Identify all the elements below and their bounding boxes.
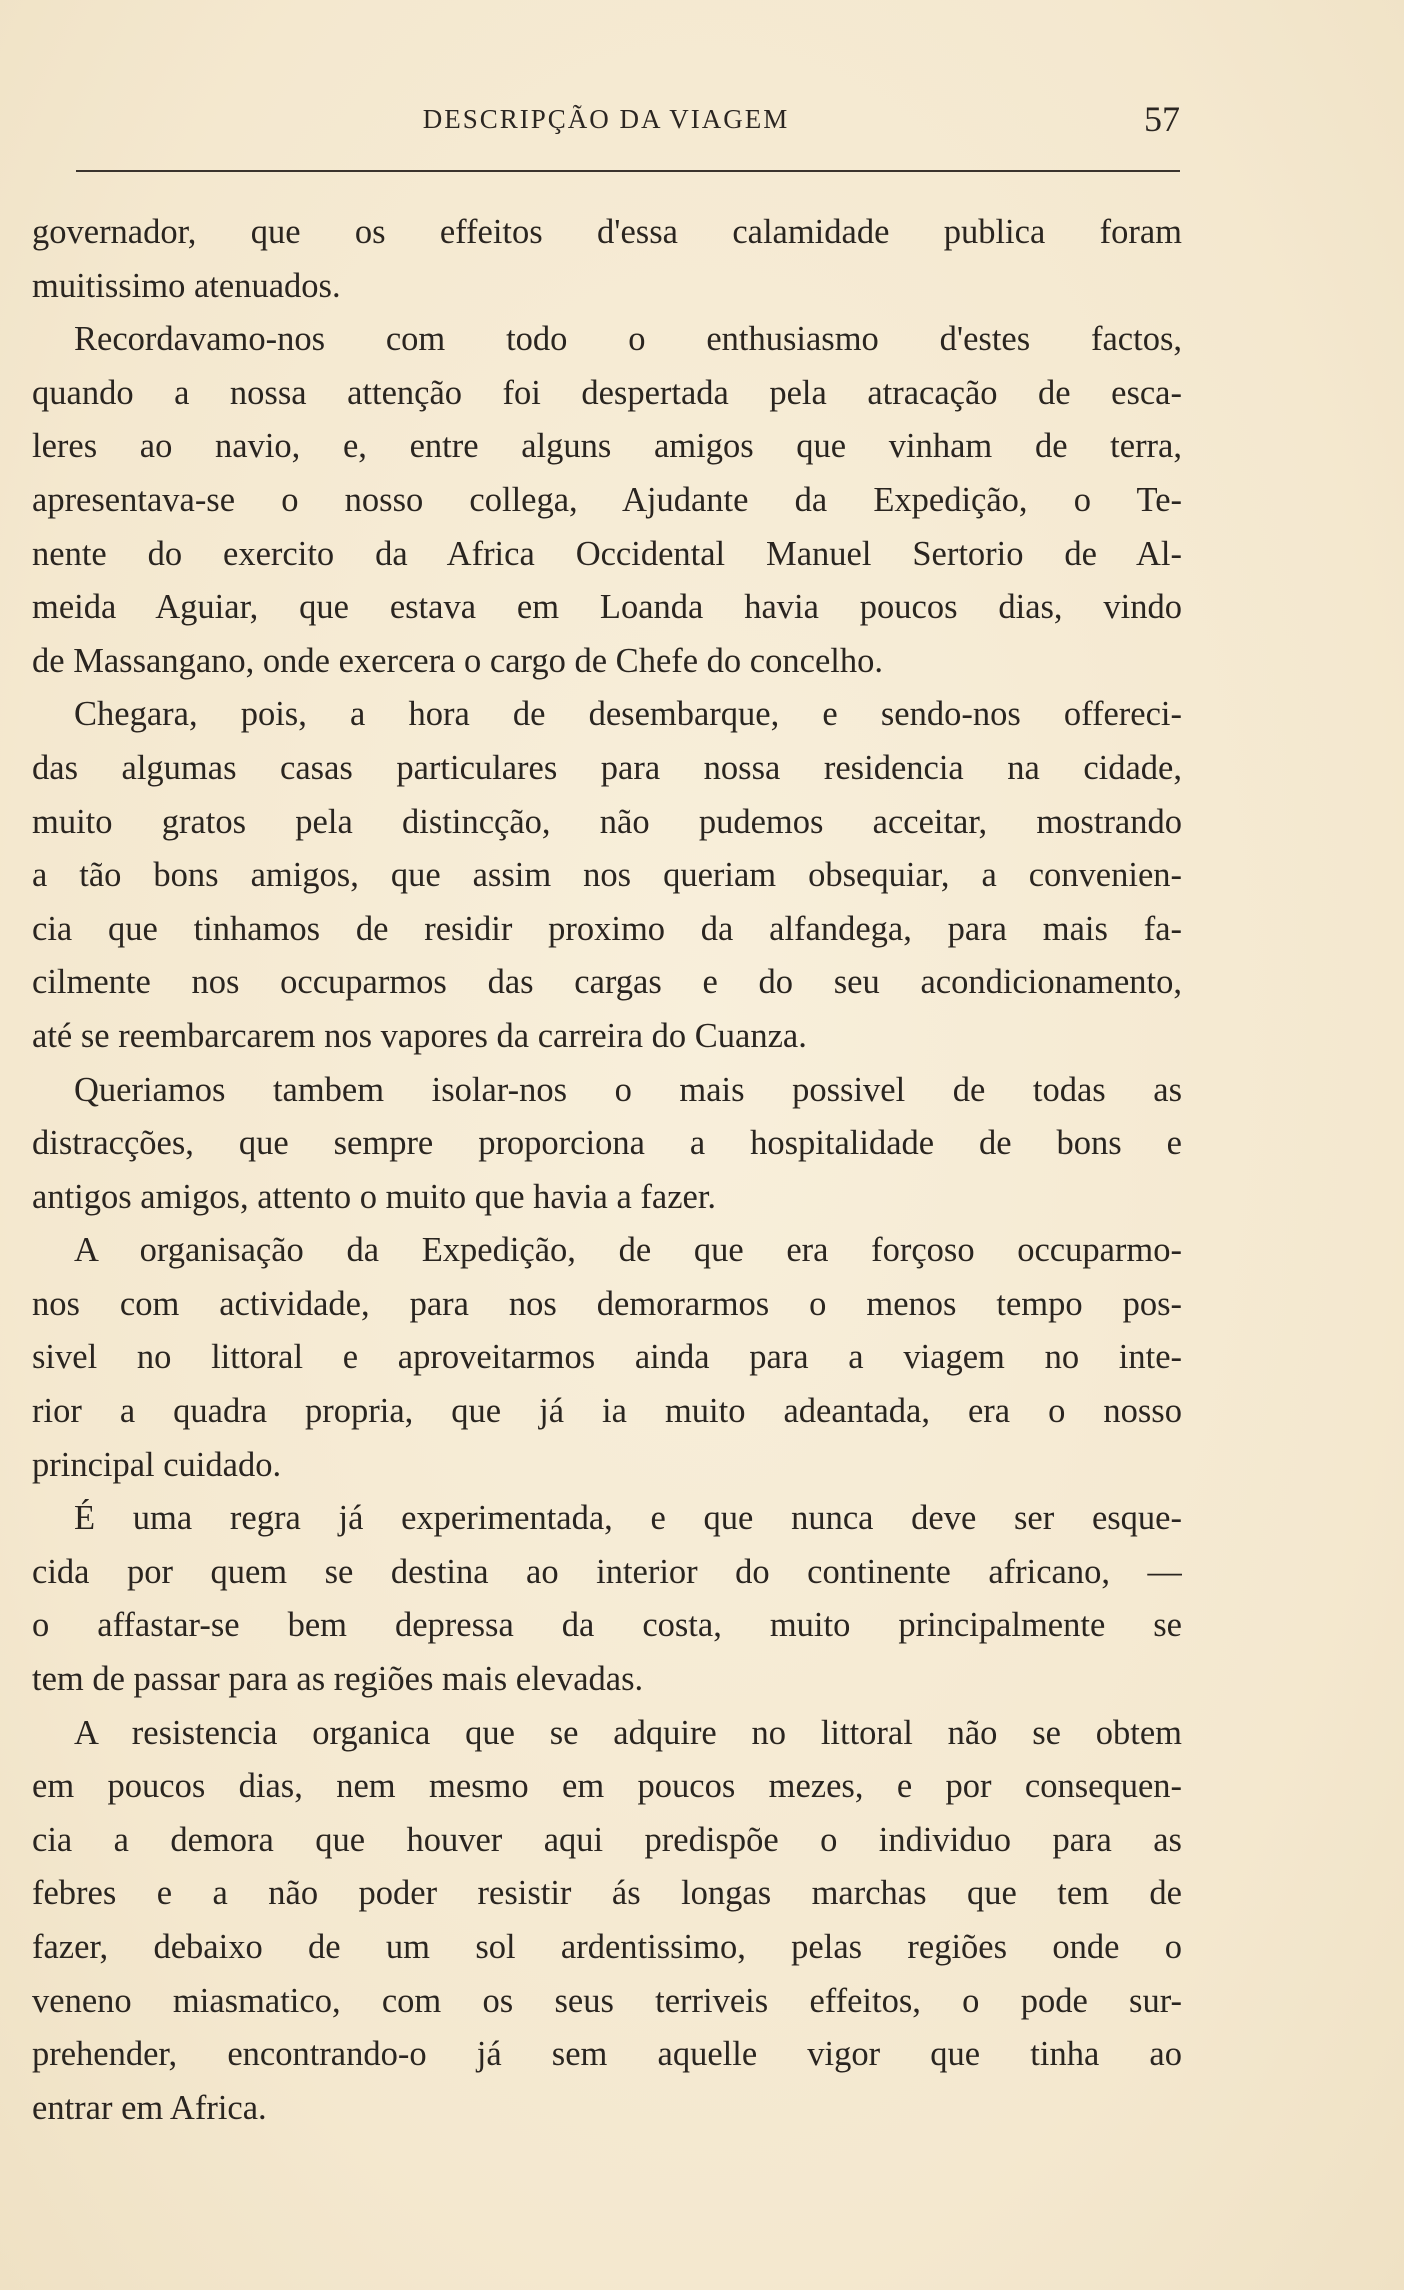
text-line: nos com actividade, para nos demorarmos o menos tempo pos- [32,1284,1182,1323]
text-line: entrar em Africa. [32,2088,267,2127]
text-line: Queriamos tambem isolar-nos o mais possivel de todas as [74,1070,1182,1109]
text-line: apresentava-se o nosso collega, Ajudante da Expedição, o Te- [32,480,1182,519]
text-line: muitissimo atenuados. [32,266,341,305]
text-line: principal cuidado. [32,1445,282,1484]
text-line: cida por quem se destina ao interior do continente africano, — [32,1552,1182,1591]
text-line: cia que tinhamos de residir proximo da alfandega, para mais fa- [32,909,1182,948]
text-line: A organisação da Expedição, de que era forçoso occuparmo- [74,1231,1182,1270]
page-header [32,99,1180,164]
text-line: fazer, debaixo de um sol ardentissimo, pelas regiões onde o [32,1928,1182,1966]
text-line: cilmente nos occuparmos das cargas e do seu acondicionamento, [32,963,1182,1002]
text-line: meida Aguiar, que estava em Loanda havia poucos dias, vindo [32,588,1182,627]
text-line: prehender, encontrando-o já sem aquelle vigor que tinha ao [32,2035,1182,2074]
text-line: sivel no littoral e aproveitarmos ainda para a viagem no inte- [32,1338,1182,1377]
text-line: rior a quadra propria, que já ia muito adeantada, era o nosso [32,1392,1182,1431]
text-line: veneno miasmatico, com os seus terriveis effeitos, o pode sur- [32,1981,1182,2020]
text-line: Recordavamo-nos com todo o enthusiasmo d'estes factos, [74,320,1182,359]
text-line: nente do exercito da Africa Occidental Manuel Sertorio de Al- [32,534,1182,573]
text-line: quando a nossa attenção foi despertada pela atracação de esca- [32,373,1182,412]
body-text [32,206,1182,2135]
text-line: em poucos dias, nem mesmo em poucos mezes, e por consequen- [32,1767,1182,1806]
text-line: É uma regra já experimentada, e que nunca deve ser esque- [74,1499,1182,1538]
text-line: muito gratos pela distincção, não pudemos acceitar, mostrando [32,802,1182,841]
text-line: a tão bons amigos, que assim nos queriam obsequiar, a convenien- [32,856,1182,895]
text-line: Chegara, pois, a hora de desembarque, e sendo-nos offereci- [74,695,1182,734]
text-line: A resistencia organica que se adquire no littoral não se obtem [74,1713,1182,1752]
text-line: de Massangano, onde exercera o cargo de Chefe do concelho. [32,641,883,680]
running-title: DESCRIPÇÃO DA VIAGEM [422,104,790,134]
text-line: governador, que os effeitos d'essa calamidade publica foram [32,213,1182,251]
text-line: tem de passar para as regiões mais elevadas. [32,1660,644,1699]
text-line: leres ao navio, e, entre alguns amigos que vinham de terra, [32,427,1182,466]
text-line: febres e a não poder resistir ás longas marchas que tem de [32,1874,1182,1913]
text-line: cia a demora que houver aqui predispõe o individuo para as [32,1820,1182,1859]
header-rule [76,170,1180,172]
text-line: o affastar-se bem depressa da costa, muito principalmente se [32,1606,1182,1645]
text-line: das algumas casas particulares para nossa residencia na cidade, [32,748,1182,787]
text-line: até se reembarcarem nos vapores da carreira do Cuanza. [32,1016,807,1055]
text-line: antigos amigos, attento o muito que havia a fazer. [32,1177,717,1216]
page-number: 57 [1144,99,1180,139]
text-line: distracções, que sempre proporciona a hospitalidade de bons e [32,1124,1182,1163]
